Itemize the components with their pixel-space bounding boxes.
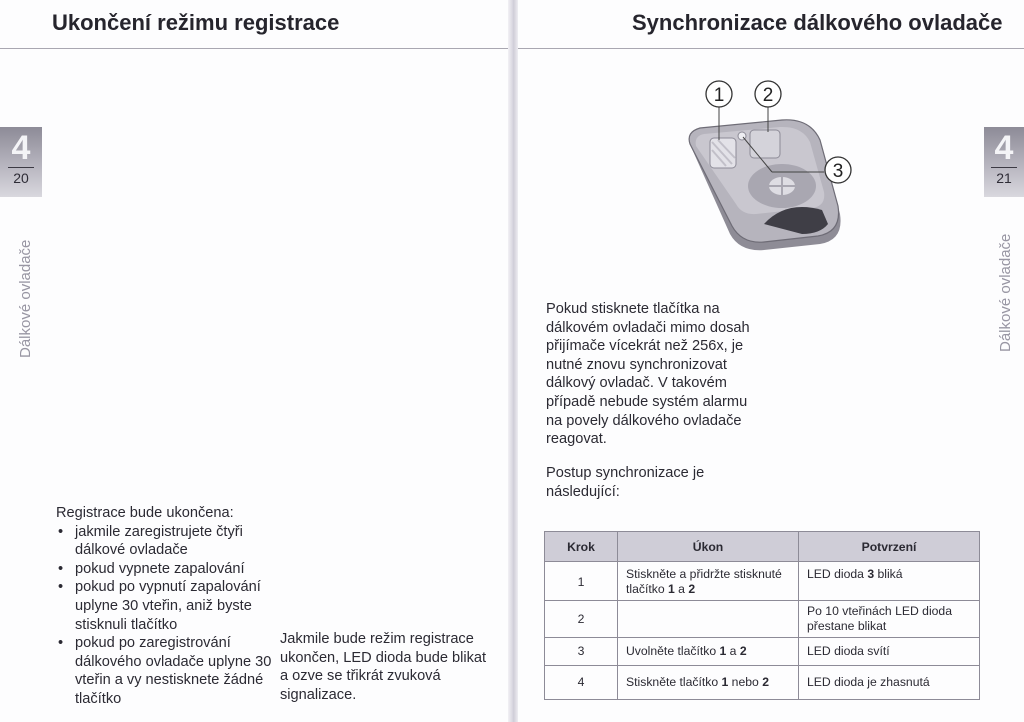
step-confirmation: LED dioda je zhasnutá: [799, 666, 980, 700]
page-number: 21: [996, 170, 1012, 186]
column-header-action: Úkon: [618, 532, 799, 562]
registration-end-conditions: [56, 504, 286, 709]
step-action: Stiskněte tlačítko 1 nebo 2: [618, 666, 799, 700]
table-row: [545, 601, 980, 638]
callout-2-label: 2: [762, 85, 774, 106]
chapter-number: 4: [994, 129, 1014, 167]
callout-3-label: 3: [832, 161, 844, 182]
callout-2: [755, 81, 781, 107]
synchronization-steps-table: [544, 531, 980, 700]
registration-end-note: Jakmile bude režim registrace ukončen, LED dioda bude blikat a ozve se třikrát zvuková signalizace.: [280, 631, 487, 703]
table-row: [545, 638, 980, 666]
column-header-confirmation: Potvrzení: [799, 532, 980, 562]
synchronization-intro: Pokud stisknete tlačítka na dálkovém ovladači mimo dosah přijímače vícekrát než 256x, je nutné znovu synchronizovat dálkový ovladač. V takovém případě nebude systém alarmu na povely dálkového ovladače reagovat.: [546, 301, 750, 448]
step-number: 1: [545, 562, 618, 601]
callout-1: [706, 81, 732, 107]
right-page: [512, 0, 1024, 722]
header-rule: [0, 48, 508, 49]
table-row: [545, 562, 980, 601]
callout-1-label: 1: [713, 85, 725, 106]
step-action: [618, 601, 799, 638]
table-row: [545, 666, 980, 700]
chapter-thumb-tab: [0, 127, 42, 197]
chapter-thumb-tab: [984, 127, 1024, 197]
chapter-number: 4: [11, 129, 31, 167]
list-item: • pokud po zaregistrování dálkového ovladače uplyne 30 vteřin a vy nestisknete žádné tlačítko: [56, 634, 286, 708]
remote-key-fob-illustration: [672, 74, 872, 254]
section-side-label: Dálkové ovladače: [997, 233, 1014, 352]
book-spine-gutter: [508, 0, 518, 722]
callout-3: [825, 157, 851, 183]
step-number: 4: [545, 666, 618, 700]
list-item: • jakmile zaregistrujete čtyři dálkové ovladače: [56, 523, 286, 560]
page-number: 20: [13, 170, 29, 186]
list-item: • pokud vypnete zapalování: [56, 560, 286, 579]
step-number: 2: [545, 601, 618, 638]
button-1-icon: [710, 138, 736, 168]
step-action: Stiskněte a přidržte stisknuté tlačítko 1 a 2: [618, 562, 799, 601]
column-header-step: Krok: [545, 532, 618, 562]
header-rule: [518, 48, 1024, 49]
button-2-icon: [750, 130, 780, 158]
step-confirmation: LED dioda svítí: [799, 638, 980, 666]
step-action: Uvolněte tlačítko 1 a 2: [618, 638, 799, 666]
condition-list: [56, 523, 286, 709]
step-confirmation: Po 10 vteřinách LED dioda přestane blikat: [799, 601, 980, 638]
procedure-intro: Postup synchronizace je následující:: [546, 465, 705, 500]
section-side-label: Dálkové ovladače: [17, 239, 34, 358]
page-title: Ukončení režimu registrace: [52, 10, 340, 35]
page-title: Synchronizace dálkového ovladače: [632, 10, 1003, 35]
step-number: 3: [545, 638, 618, 666]
list-item: • pokud po vypnutí zapalování uplyne 30 vteřin, aniž byste stisknuli tlačítko: [56, 578, 286, 634]
table-header-row: [545, 532, 980, 562]
registration-intro: Registrace bude ukončena:: [56, 505, 234, 521]
step-confirmation: LED dioda 3 bliká: [799, 562, 980, 601]
